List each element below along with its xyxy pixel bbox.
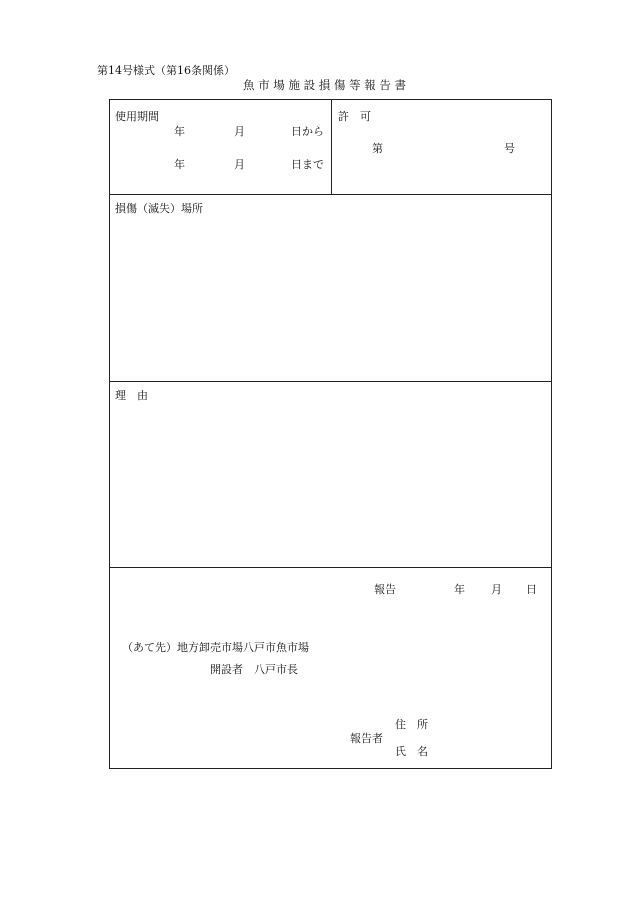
reason-cell [110, 382, 551, 567]
permit-number-suffix: 号 [504, 142, 515, 155]
permit-label: 許 可 [338, 110, 371, 123]
form-number: 第14号様式（第16条関係） [97, 64, 235, 77]
to-day-suffix: 日まで [291, 158, 324, 171]
reporter-address-label: 住 所 [395, 718, 428, 731]
from-day-suffix: 日から [291, 125, 324, 138]
form-title: 魚 市 場 施 設 損 傷 等 報 告 書 [243, 78, 407, 92]
to-year-unit: 年 [174, 158, 185, 171]
reporter-label: 報告者 [350, 732, 383, 745]
from-year-unit: 年 [174, 125, 185, 138]
reason-label: 理 由 [115, 389, 148, 402]
report-cell [110, 568, 551, 768]
from-month-unit: 月 [234, 125, 245, 138]
report-month-unit: 月 [491, 583, 502, 596]
report-year-unit: 年 [454, 583, 465, 596]
reporter-name-label: 氏 名 [395, 745, 428, 758]
permit-number-prefix: 第 [372, 142, 383, 155]
permit-cell [332, 100, 552, 194]
damage-location-label: 損傷（滅失）場所 [115, 202, 203, 215]
addressee-line1: （あて先）地方卸売市場八戸市魚市場 [122, 641, 309, 654]
addressee-line2: 開設者 八戸市長 [210, 663, 298, 676]
report-form-table [109, 99, 552, 769]
usage-period-cell [110, 100, 331, 194]
report-day-unit: 日 [526, 583, 537, 596]
damage-location-cell [110, 195, 551, 381]
to-month-unit: 月 [234, 158, 245, 171]
usage-period-label: 使用期間 [115, 110, 159, 123]
report-date-prefix: 報告 [374, 583, 396, 596]
